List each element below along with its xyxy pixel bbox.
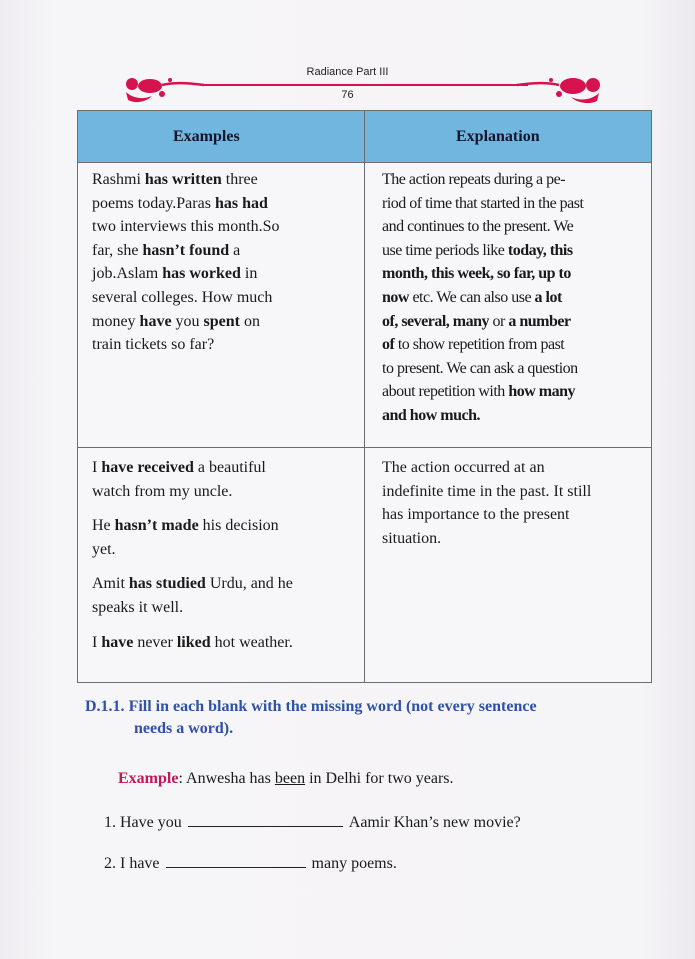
bold-phrase: has had: [214, 194, 268, 212]
text-segment: you: [171, 312, 204, 330]
text-segment: about repetition with: [382, 383, 509, 401]
column-header-examples: Examples: [173, 128, 240, 145]
text-segment: train tickets so far?: [92, 336, 215, 354]
present-perfect-table: [77, 110, 652, 683]
paragraph-gap: [92, 503, 354, 514]
text-segment: his decision: [198, 517, 279, 535]
text-segment: indefinite time in the past. It still: [382, 482, 592, 500]
bold-phrase: a number: [508, 312, 571, 330]
text-line: [382, 333, 644, 357]
text-segment: has importance to the present: [382, 506, 570, 524]
text-segment: I: [92, 633, 102, 651]
worked-example: [118, 770, 454, 788]
bold-phrase: have: [139, 312, 172, 330]
explanation-cell-indefinite-time: [382, 456, 644, 550]
example-text-before: : Anwesha has: [178, 770, 275, 787]
bold-phrase: of, several, many: [382, 312, 490, 330]
text-line: [382, 239, 644, 263]
question-text-before: I have: [120, 855, 160, 872]
text-segment: money: [92, 312, 140, 330]
text-segment: The action repeats during a pe-: [382, 171, 566, 188]
text-segment: several colleges. How much: [92, 288, 273, 306]
text-line: [382, 357, 644, 381]
bold-phrase: and how much.: [382, 406, 480, 424]
text-segment: never: [133, 633, 177, 651]
text-line: [92, 168, 354, 192]
question-text-before: Have you: [120, 814, 182, 831]
examples-cell-indefinite-time: [92, 456, 354, 654]
question-text-after: many poems.: [311, 855, 397, 872]
bold-phrase: has worked: [162, 265, 241, 283]
text-segment: speaks it well.: [92, 598, 184, 616]
bold-phrase: of: [382, 336, 395, 354]
bold-phrase: how many: [508, 383, 575, 401]
bold-phrase: hasn’t found: [142, 241, 230, 259]
text-segment: etc. We can also use: [408, 288, 535, 306]
text-segment: poems today.Paras: [92, 194, 215, 212]
text-line: [92, 631, 354, 655]
example-text-after: in Delhi for two years.: [305, 770, 454, 787]
text-line: [382, 380, 644, 404]
text-line: [382, 262, 644, 286]
answer-blank[interactable]: [188, 814, 343, 827]
explanation-cell-repetition: [382, 168, 644, 428]
text-segment: I: [92, 459, 102, 476]
text-line: [382, 527, 644, 551]
bold-phrase: liked: [176, 633, 211, 651]
text-line: [382, 456, 644, 480]
question-1: [104, 814, 521, 832]
text-segment: hot weather.: [210, 633, 293, 651]
text-segment: job.Aslam: [92, 265, 163, 283]
bold-phrase: hasn’t made: [114, 517, 199, 535]
text-line: [382, 404, 644, 428]
text-segment: riod of time that started in the past: [382, 194, 584, 212]
text-line: [92, 596, 354, 620]
text-line: [92, 310, 354, 334]
text-line: [92, 192, 354, 216]
text-line: [382, 192, 644, 216]
text-segment: The action occurred at an: [382, 459, 545, 476]
examples-cell-repetition: [92, 168, 354, 357]
text-line: [382, 503, 644, 527]
bold-phrase: now: [382, 288, 409, 306]
text-line: [382, 286, 644, 310]
question-number: 2.: [104, 855, 116, 872]
column-header-explanation: Explanation: [456, 128, 540, 145]
bold-phrase: has written: [144, 171, 222, 188]
running-title: Radiance Part III: [306, 66, 389, 78]
text-line: [92, 538, 354, 562]
exercise-instruction-line-1: Fill in each blank with the missing word (not every sentence: [128, 698, 537, 715]
bold-phrase: have: [101, 633, 134, 651]
text-line: [92, 286, 354, 310]
text-segment: three: [221, 171, 258, 188]
text-line: [92, 480, 354, 504]
text-line: [382, 215, 644, 239]
bold-phrase: today, this: [507, 241, 573, 259]
exercise-number: D.1.1.: [85, 698, 125, 715]
bold-phrase: has studied: [128, 575, 206, 593]
text-segment: far, she: [92, 241, 143, 259]
column-divider: [364, 111, 365, 682]
text-segment: use time periods like: [382, 241, 508, 259]
question-text-after: Aamir Khan’s new movie?: [348, 814, 521, 831]
example-answer: been: [274, 770, 306, 787]
row-divider: [78, 447, 651, 448]
answer-blank[interactable]: [166, 855, 306, 868]
text-segment: Amit: [92, 575, 129, 593]
text-segment: a beautiful: [193, 459, 266, 476]
text-segment: to show repetition from past: [394, 336, 565, 354]
text-line: [92, 239, 354, 263]
example-label: Example: [118, 770, 179, 787]
exercise-instruction-line-2: needs a word).: [134, 720, 234, 737]
text-segment: He: [92, 517, 115, 535]
text-segment: in: [240, 265, 258, 283]
exercise-heading: [85, 696, 655, 740]
text-segment: a: [229, 241, 241, 259]
text-line: [92, 215, 354, 239]
text-segment: yet.: [92, 540, 116, 558]
text-segment: Rashmi: [92, 171, 145, 188]
text-line: [92, 514, 354, 538]
text-line: [382, 310, 644, 334]
text-line: [92, 572, 354, 596]
paragraph-gap: [92, 561, 354, 572]
text-line: [382, 480, 644, 504]
text-line: [92, 333, 354, 357]
paragraph-gap: [92, 620, 354, 631]
question-number: 1.: [104, 814, 116, 831]
text-segment: or: [489, 312, 509, 330]
page-number: 76: [341, 89, 354, 101]
text-line: [92, 262, 354, 286]
text-segment: situation.: [382, 529, 442, 547]
text-segment: and continues to the present. We: [382, 218, 574, 236]
text-segment: Urdu, and he: [205, 575, 293, 593]
text-line: [382, 168, 644, 192]
bold-phrase: month, this week, so far, up to: [382, 265, 571, 283]
text-segment: watch from my uncle.: [92, 482, 233, 500]
text-segment: to present. We can ask a question: [382, 359, 578, 377]
text-line: [92, 456, 354, 480]
header-rule: [203, 84, 528, 86]
text-segment: on: [240, 312, 260, 330]
bold-phrase: a lot: [534, 288, 562, 306]
question-2: [104, 855, 397, 873]
bold-phrase: have received: [101, 459, 194, 476]
text-segment: two interviews this month.So: [92, 218, 280, 236]
bold-phrase: spent: [203, 312, 240, 330]
